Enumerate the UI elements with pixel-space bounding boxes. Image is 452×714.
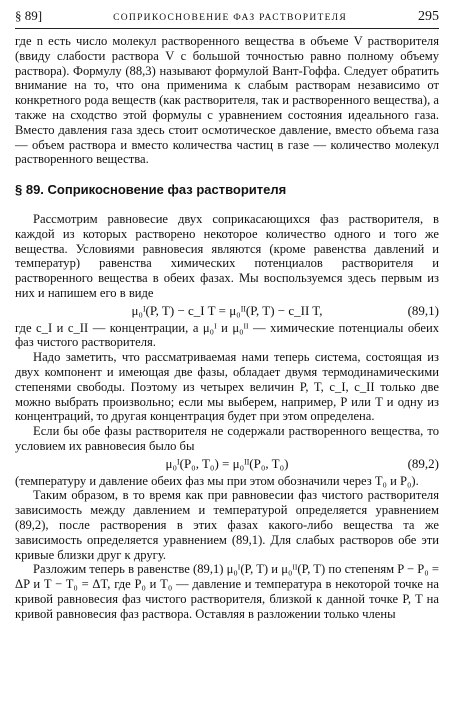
paragraph: Таким образом, в то время как при равновесии фаз чистого растворителя зависимость между давлением и температурой определяется уравнением (89,2), после растворения в этих фазах какого-либо вещества та же зависимость определяется уравнением (89,1). Для слабых растворов обе эти кривые близки друг к другу. <box>15 488 439 562</box>
page-body <box>15 34 439 621</box>
section-heading: § 89. Соприкосновение фаз растворителя <box>15 182 287 198</box>
equation-number: (89,1) <box>407 302 439 318</box>
page-number: 295 <box>418 9 439 24</box>
running-header <box>15 8 439 26</box>
header-rule <box>15 28 439 29</box>
paragraph: (температуру и давление обеих фаз мы при этом обозначили через T₀ и P₀). <box>15 473 419 488</box>
paragraph: Разложим теперь в равенстве (89,1) μ₀ᴵ(P, T) и μ₀ᴵᴵ(P, T) по степеням P − P₀ = ΔP и T − T₀ = ΔT, где P₀ и T₀ — давление и температура в некоторой точке на кривой равновесия фаз чистого растворителя, близкой к данной точке P, T на кривой равновесия фаз раствора. Оставляя в разложении только члены <box>15 562 439 621</box>
paragraph: Если бы обе фазы растворителя не содержали растворенного вещества, то условием их равновесия было бы <box>15 424 439 453</box>
equation-89-1 <box>15 304 439 319</box>
paragraph: где c_I и c_II — концентрации, а μ₀ᴵ и μ₀ᴵᴵ — химические потенциалы обеих фаз чистого растворителя. <box>15 320 439 350</box>
equation-text: μ₀ᴵ(P₀, T₀) = μ₀ᴵᴵ(P₀, T₀) <box>165 455 289 471</box>
section-ref: § 89] <box>15 8 43 23</box>
equation-text: μ₀ᴵ(P, T) − c_I T = μ₀ᴵᴵ(P, T) − c_II T, <box>131 302 323 318</box>
paragraph: Рассмотрим равновесие двух соприкасающихся фаз растворителя, в каждой из которых растворено некоторое количество одного и того же вещества. Условиями равновесия являются (кроме равенства давлений и температур) равенства химических потенциалов растворителя и растворенного вещества в обеих фазах. Мы воспользуемся здесь первым из них и напишем его в виде <box>15 211 439 300</box>
running-title: СОПРИКОСНОВЕНИЕ ФАЗ РАСТВОРИТЕЛЯ <box>113 13 347 23</box>
paragraph: где n есть число молекул растворенного вещества в объеме V растворителя (ввиду слабости раствора V с большой точностью равно полному объему раствора). Формулу (88,3) называют формулой Вант-Гоффа. Следует обратить внимание на то, что она применима к слабым растворам независимо от конкретного рода веществ (как растворителя, так и растворенного вещества), а также на сходство этой формулы с уравнением состояния идеального газа. Вместо давления газа здесь стоит осмотическое давление, вместо объема газа — объем раствора и вместо количества частиц в газе — количество молекул растворенного вещества. <box>15 34 439 167</box>
equation-89-2 <box>15 457 439 472</box>
equation-number: (89,2) <box>407 455 439 471</box>
paragraph: Надо заметить, что рассматриваемая нами теперь система, состоящая из двух компонент и имеющая две фазы, обладает двумя термодинамическими степенями свободы. Поэтому из четырех величин P, T, c_I, c_II только две можно выбрать произвольно; если мы выберем, например, P или T и одну из концентраций, то другая концентрация будет при этом определена. <box>15 350 439 424</box>
